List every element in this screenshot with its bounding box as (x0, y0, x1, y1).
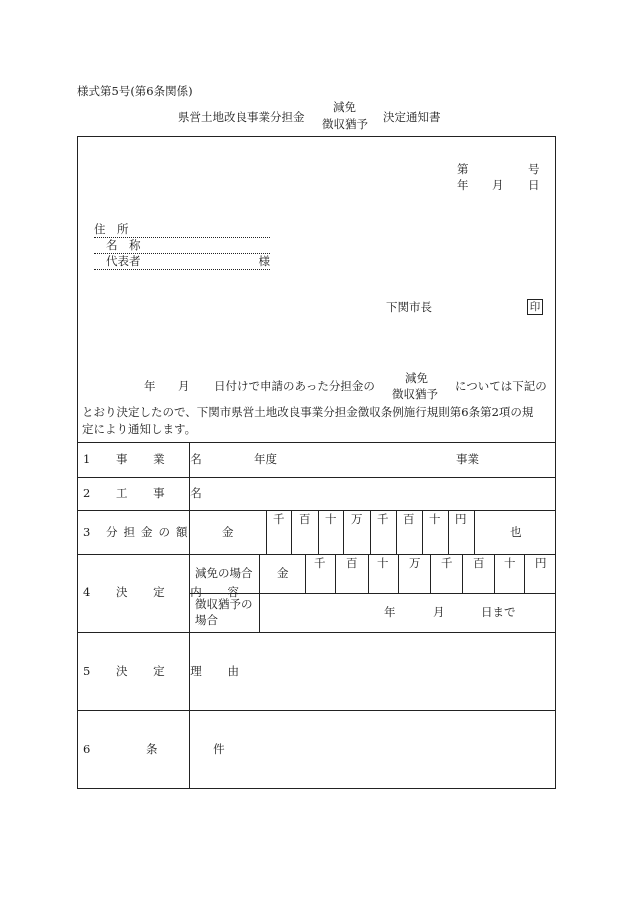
doc-date-nen: 年 (457, 178, 469, 192)
form-number: 様式第5号(第6条関係) (77, 84, 193, 98)
row4-unit: 百 (473, 556, 485, 570)
row1-nendo: 年度 (254, 452, 277, 466)
body-option-genmen: 減免 (405, 371, 428, 385)
row4-unit: 千 (441, 556, 453, 570)
row4-hi-made: 日まで (481, 605, 516, 619)
row1-label: 1 事 業 名 (83, 452, 213, 466)
row3-unit: 十 (429, 512, 441, 526)
row4-unit: 万 (409, 556, 421, 570)
row4-genmen-label: 減免の場合 (195, 566, 253, 580)
row3-unit: 円 (455, 512, 467, 526)
row4-unit: 円 (535, 556, 547, 570)
title-prefix: 県営土地改良事業分担金 (178, 110, 305, 124)
row3-unit: 万 (351, 512, 363, 526)
body-tsuki: 月 (178, 379, 190, 393)
seal-stamp: 印 (527, 299, 543, 315)
row4-unit: 百 (346, 556, 358, 570)
doc-number-go: 号 (528, 162, 540, 176)
title-option-genmen: 減免 (333, 100, 356, 114)
row3-kin: 金 (222, 525, 234, 539)
row4-unit: 千 (314, 556, 326, 570)
body-nen: 年 (144, 379, 156, 393)
body-option-yuyo: 徴収猶予 (392, 387, 438, 401)
honorific: 様 (258, 254, 270, 268)
recipient-representative (94, 256, 270, 270)
row3-unit: 千 (377, 512, 389, 526)
row3-unit: 百 (403, 512, 415, 526)
recipient-name (94, 240, 270, 254)
row6-label: 6 条 件 (83, 742, 251, 756)
row4-unit: 十 (377, 556, 389, 570)
doc-date-hi: 日 (528, 178, 540, 192)
doc-number-dai: 第 (457, 162, 469, 176)
body-line-2: とおり決定したので、下関市県営土地改良事業分担金徴収条例施行規則第6条第2項の規 (82, 405, 534, 419)
row3-unit: 百 (299, 512, 311, 526)
representative-label: 代表者 (106, 254, 141, 268)
row2-label: 2 工 事 名 (83, 486, 213, 500)
doc-date-tsuki: 月 (492, 178, 504, 192)
row5-label: 5 決 定 理 由 (83, 664, 250, 678)
row4-tsuki: 月 (433, 605, 445, 619)
row4-yuyo-label-2: 場合 (195, 613, 218, 627)
row3-unit: 千 (273, 512, 285, 526)
body-after-option: については下記の (455, 379, 547, 393)
address-label: 住 所 (94, 222, 129, 236)
row3-label: 3 分担金の額 (83, 525, 194, 539)
row4-label: 4 決 定 内 容 (83, 585, 250, 599)
body-line-3: 定により通知します。 (82, 422, 197, 436)
title-option-yuyo: 徴収猶予 (322, 117, 368, 131)
row3-unit: 十 (325, 512, 337, 526)
body-date-suffix: 日付けで申請のあった分担金の (214, 379, 375, 393)
row4-nen: 年 (384, 605, 396, 619)
row4-kin: 金 (277, 566, 289, 580)
row1-jigyo: 事業 (456, 452, 479, 466)
row4-yuyo-label-1: 徴収猶予の (195, 597, 253, 611)
title-suffix: 決定通知書 (383, 110, 441, 124)
row4-unit: 十 (504, 556, 516, 570)
row3-nari: 也 (510, 525, 522, 539)
recipient-address (94, 224, 270, 238)
name-label: 名 称 (106, 238, 141, 252)
issuer-title: 下関市長 (386, 300, 432, 314)
